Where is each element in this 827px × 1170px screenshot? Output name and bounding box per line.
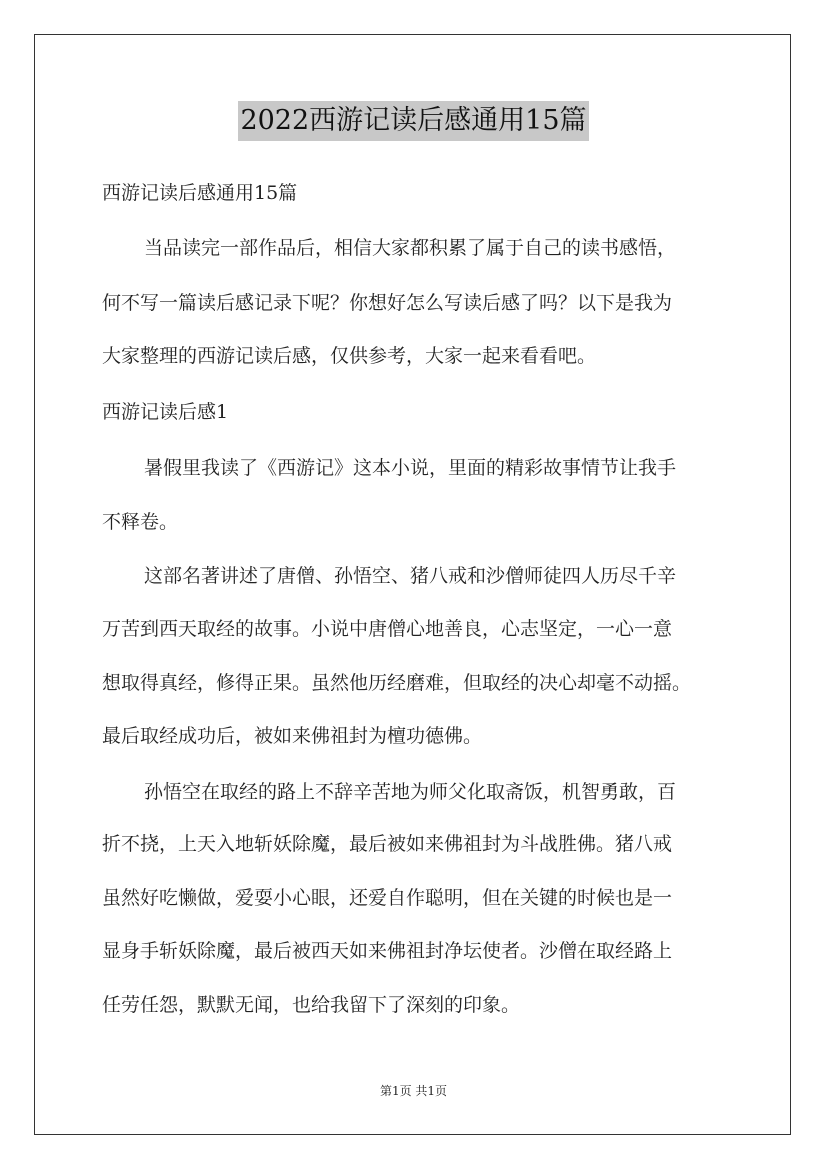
- paragraph-line: 折不挠，上天入地斩妖除魔，最后被如来佛祖封为斗战胜佛。猪八戒: [102, 833, 673, 855]
- document-subtitle: 西游记读后感通用15篇: [102, 182, 298, 204]
- paragraph-line: 显身手斩妖除魔，最后被西天如来佛祖封净坛使者。沙僧在取经路上: [102, 940, 673, 962]
- paragraph-line: 想取得真经，修得正果。虽然他历经磨难，但取经的决心却毫不动摇。: [102, 672, 692, 694]
- intro-line: 大家整理的西游记读后感，仅供参考，大家一起来看看吧。: [102, 345, 597, 367]
- paragraph-line: 不释卷。: [102, 511, 179, 533]
- section-heading: 西游记读后感1: [102, 401, 229, 423]
- paragraph-line: 万苦到西天取经的故事。小说中唐僧心地善良，心志坚定，一心一意: [102, 618, 673, 640]
- document-title: 2022西游记读后感通用15篇: [238, 101, 588, 141]
- intro-line: 当品读完一部作品后，相信大家都积累了属于自己的读书感悟，: [144, 237, 677, 259]
- paragraph-line: 孙悟空在取经的路上不辞辛苦地为师父化取斋饭，机智勇敢，百: [144, 781, 677, 803]
- paragraph-line: 虽然好吃懒做，爱耍小心眼，还爱自作聪明，但在关键的时候也是一: [102, 887, 673, 909]
- intro-line: 何不写一篇读后感记录下呢？你想好怎么写读后感了吗？以下是我为: [102, 292, 673, 314]
- paragraph-line: 最后取经成功后，被如来佛祖封为檀功德佛。: [102, 725, 483, 747]
- title-container: [0, 101, 827, 141]
- page-footer: 第1页 共1页: [379, 1084, 448, 1098]
- paragraph-line: 这部名著讲述了唐僧、孙悟空、猪八戒和沙僧师徒四人历尽千辛: [144, 565, 677, 587]
- paragraph-line: 任劳任怨，默默无闻，也给我留下了深刻的印象。: [102, 994, 521, 1016]
- paragraph-line: 暑假里我读了《西游记》这本小说，里面的精彩故事情节让我手: [144, 457, 677, 479]
